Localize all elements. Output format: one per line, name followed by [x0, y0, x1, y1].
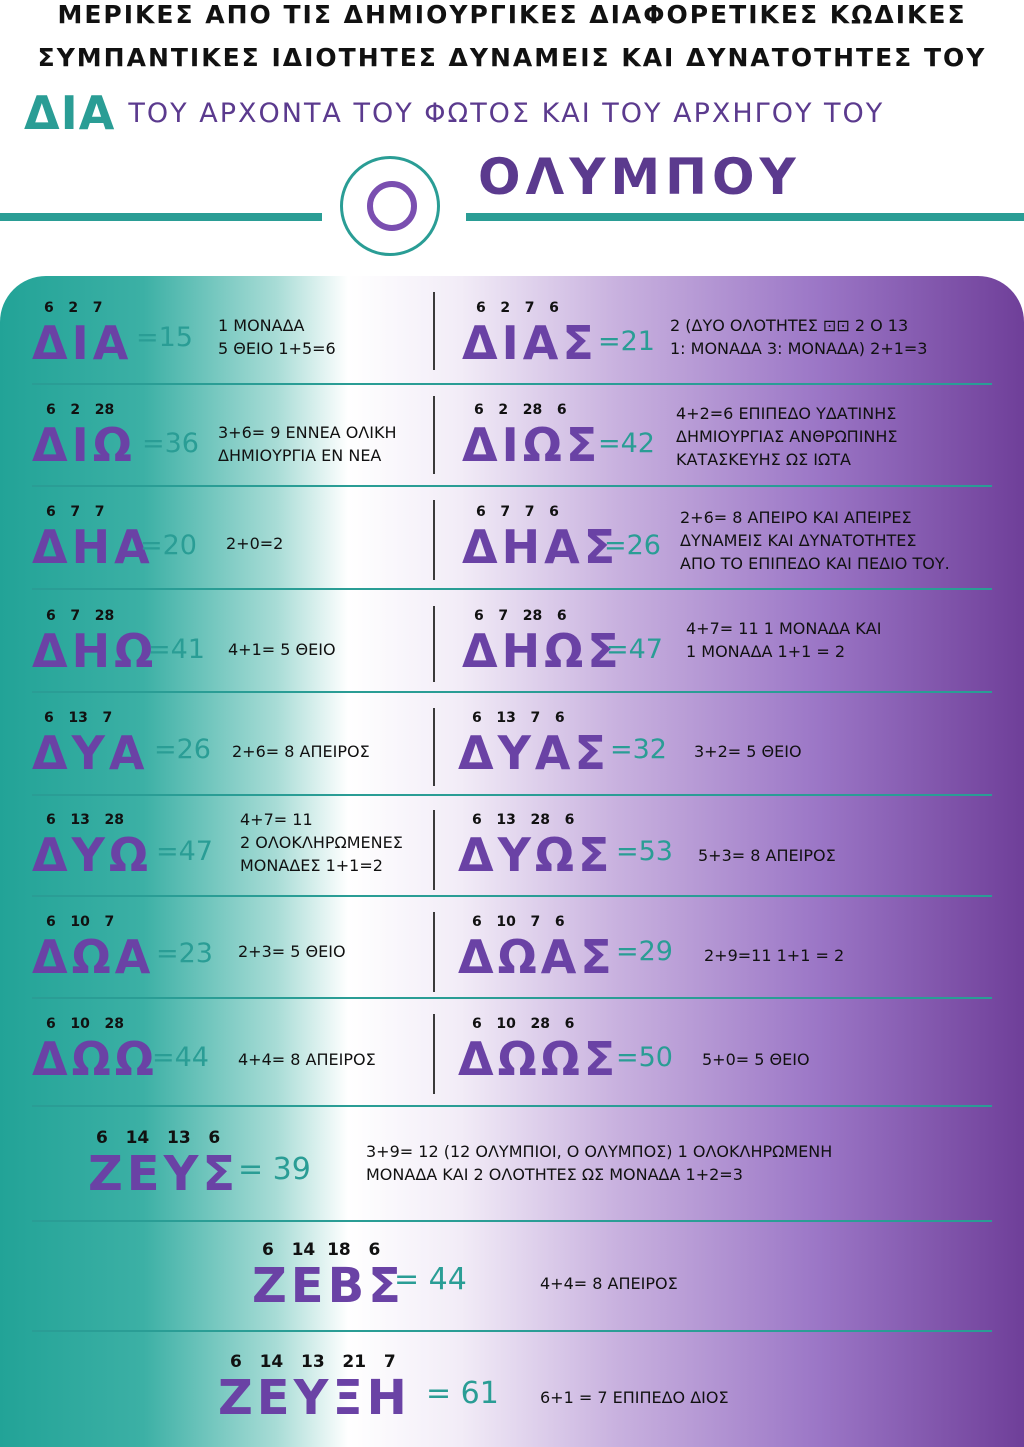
- code-description: 4+4= 8 ΑΠΕΙΡΟΣ: [238, 1050, 376, 1069]
- code-word: ΖΕΥΣ: [88, 1146, 240, 1202]
- code-sum: =32: [610, 734, 667, 765]
- code-sum: =23: [156, 938, 213, 969]
- code-description: 2+0=2: [226, 534, 284, 553]
- header-line-3-text: ΤΟΥ ΑΡΧΟΝΤΑ ΤΟΥ ΦΩΤΟΣ ΚΑΙ ΤΟΥ ΑΡΧΗΓΟΥ ΤΟΥ: [128, 97, 885, 129]
- letter-codes: 6 7 28: [46, 608, 115, 624]
- letter-codes: 6 14 13 6: [96, 1128, 221, 1148]
- code-word: ΔΥΩ: [32, 828, 153, 882]
- column-divider: [433, 912, 435, 992]
- code-sum: =44: [152, 1042, 209, 1073]
- letter-codes: 6 13 28 6: [472, 812, 575, 828]
- letter-codes: 6 14 13 21 7: [230, 1352, 396, 1372]
- code-word: ΔΩΑΣ: [458, 930, 616, 984]
- code-description: 4+1= 5 ΘΕΙΟ: [228, 640, 336, 659]
- code-sum: =41: [148, 634, 205, 665]
- letter-codes: 6 10 28 6: [472, 1016, 575, 1032]
- code-description: 2+6= 8 ΑΠΕΙΡΟ ΚΑΙ ΑΠΕΙΡΕΣ ΔΥΝΑΜΕΙΣ ΚΑΙ ΔΥΝΑΤΟΤΗΤΕΣ ΑΠΟ ΤΟ ΕΠΙΠΕΔΟ ΚΑΙ ΠΕΔΙΟ ΤΟΥ.: [680, 508, 950, 573]
- row-divider: [32, 1330, 992, 1332]
- code-word: ΔΙΩΣ: [462, 418, 602, 472]
- column-divider: [433, 500, 435, 580]
- code-description: 5+0= 5 ΘΕΙΟ: [702, 1050, 810, 1069]
- row-divider: [32, 1105, 992, 1107]
- divider-right: [466, 213, 1024, 221]
- code-sum: =42: [598, 428, 655, 459]
- letter-codes: 6 2 7: [44, 300, 103, 316]
- letter-codes: 6 2 7 6: [476, 300, 559, 316]
- code-description: 1 ΜΟΝΑΔΑ 5 ΘΕΙΟ 1+5=6: [218, 316, 336, 358]
- row-divider: [32, 997, 992, 999]
- code-sum: = 44: [394, 1262, 467, 1297]
- code-sum: =36: [142, 428, 199, 459]
- code-word: ΔΙΑΣ: [462, 316, 598, 370]
- row-divider: [32, 383, 992, 385]
- code-word: ΔΗΩΣ: [462, 624, 623, 678]
- code-sum: =26: [604, 530, 661, 561]
- row-divider: [32, 588, 992, 590]
- letter-codes: 6 13 28: [46, 812, 124, 828]
- code-description: 4+7= 11 1 ΜΟΝΑΔΑ ΚΑΙ 1 ΜΟΝΑΔΑ 1+1 = 2: [686, 619, 882, 661]
- letter-codes: 6 13 7 6: [472, 710, 565, 726]
- column-divider: [433, 606, 435, 682]
- code-description: 2+6= 8 ΑΠΕΙΡΟΣ: [232, 742, 370, 761]
- code-word: ΔΩΩ: [32, 1032, 158, 1086]
- letter-codes: 6 10 7: [46, 914, 115, 930]
- header-line-2: ΣΥΜΠΑΝΤΙΚΕΣ ΙΔΙΟΤΗΤΕΣ ΔΥΝΑΜΕΙΣ ΚΑΙ ΔΥΝΑΤΟΤΗΤΕΣ ΤΟΥ: [37, 43, 987, 72]
- code-description: 4+7= 11 2 ΟΛΟΚΛΗΡΩΜΕΝΕΣ ΜΟΝΑΔΕΣ 1+1=2: [240, 810, 403, 875]
- row-divider: [32, 895, 992, 897]
- code-sum: = 39: [238, 1152, 311, 1187]
- column-divider: [433, 708, 435, 786]
- letter-codes: 6 10 28: [46, 1016, 124, 1032]
- code-word: ΔΩΑ: [32, 930, 155, 984]
- code-description: 3+6= 9 ΕΝΝΕΑ ΟΛΙΚΗ ΔΗΜΙΟΥΡΓΙΑ ΕΝ ΝΕΑ: [218, 423, 397, 465]
- code-description: 4+2=6 ΕΠΙΠΕΔΟ ΥΔΑΤΙΝΗΣ ΔΗΜΙΟΥΡΓΙΑΣ ΑΝΘΡΩΠΙΝΗΣ ΚΑΤΑΣΚΕΥΗΣ ΩΣ ΙΩΤΑ: [676, 404, 898, 469]
- code-sum: =53: [616, 836, 673, 867]
- header-line-4: ΟΛΥΜΠΟΥ: [478, 148, 801, 206]
- column-divider: [433, 810, 435, 890]
- letter-codes: 6 2 28: [46, 402, 115, 418]
- code-word: ΔΥΑ: [32, 726, 149, 780]
- column-divider: [433, 1014, 435, 1094]
- code-sum: =47: [606, 634, 663, 665]
- code-description: 3+2= 5 ΘΕΙΟ: [694, 742, 802, 761]
- header-big-word: ΔΙΑ: [24, 86, 116, 140]
- code-description: 2+3= 5 ΘΕΙΟ: [238, 942, 346, 961]
- code-sum: =47: [156, 836, 213, 867]
- row-divider: [32, 1220, 992, 1222]
- letter-codes: 6 7 7 6: [476, 504, 559, 520]
- code-sum: =29: [616, 936, 673, 967]
- code-word: ΔΗΑΣ: [462, 520, 620, 574]
- letter-codes: 6 2 28 6: [474, 402, 567, 418]
- content-panel: [0, 276, 1024, 1447]
- header-line-3: [24, 86, 884, 140]
- code-word: ΖΕΥΞΗ: [218, 1370, 411, 1426]
- letter-codes: 6 14 18 6: [262, 1240, 381, 1260]
- code-word: ΔΥΩΣ: [458, 828, 614, 882]
- code-word: ΔΗΩ: [32, 624, 158, 678]
- code-sum: =50: [616, 1042, 673, 1073]
- code-description: 2 (ΔΥΟ ΟΛΟΤΗΤΕΣ ⊡⊡ 2 Ο 13 1: ΜΟΝΑΔΑ 3: ΜΟΝΑΔΑ) 2+1=3: [670, 316, 928, 358]
- code-description: 5+3= 8 ΑΠΕΙΡΟΣ: [698, 846, 836, 865]
- code-sum: =21: [598, 326, 655, 357]
- column-divider: [433, 292, 435, 370]
- code-sum: =26: [154, 734, 211, 765]
- code-word: ΔΥΑΣ: [458, 726, 610, 780]
- code-description: 4+4= 8 ΑΠΕΙΡΟΣ: [540, 1274, 678, 1293]
- row-divider: [32, 485, 992, 487]
- divider-left: [0, 213, 322, 221]
- code-word: ΔΙΑ: [32, 316, 133, 370]
- code-word: ΔΩΩΣ: [458, 1032, 620, 1086]
- code-description: 3+9= 12 (12 ΟΛΥΜΠΙΟΙ, Ο ΟΛΥΜΠΟΣ) 1 ΟΛΟΚΛΗΡΩΜΕΝΗ ΜΟΝΑΔΑ ΚΑΙ 2 ΟΛΟΤΗΤΕΣ ΩΣ ΜΟΝΑΔΑ 1+2=3: [366, 1142, 833, 1184]
- letter-codes: 6 13 7: [44, 710, 113, 726]
- code-word: ΔΙΩ: [32, 418, 136, 472]
- code-sum: = 61: [426, 1376, 499, 1411]
- letter-codes: 6 10 7 6: [472, 914, 565, 930]
- code-description: 2+9=11 1+1 = 2: [704, 946, 845, 965]
- code-sum: =20: [140, 530, 197, 561]
- row-divider: [32, 794, 992, 796]
- code-description: 6+1 = 7 ΕΠΙΠΕΔΟ ΔΙΟΣ: [540, 1388, 729, 1407]
- letter-codes: 6 7 7: [46, 504, 105, 520]
- header-line-1: ΜΕΡΙΚΕΣ ΑΠΟ ΤΙΣ ΔΗΜΙΟΥΡΓΙΚΕΣ ΔΙΑΦΟΡΕΤΙΚΕΣ ΚΩΔΙΚΕΣ: [57, 0, 967, 29]
- code-word: ΖΕΒΣ: [252, 1258, 405, 1314]
- column-divider: [433, 396, 435, 474]
- code-word: ΔΗΑ: [32, 520, 154, 574]
- letter-codes: 6 7 28 6: [474, 608, 567, 624]
- code-sum: =15: [136, 322, 193, 353]
- row-divider: [32, 691, 992, 693]
- circle-emblem-inner: [367, 181, 417, 231]
